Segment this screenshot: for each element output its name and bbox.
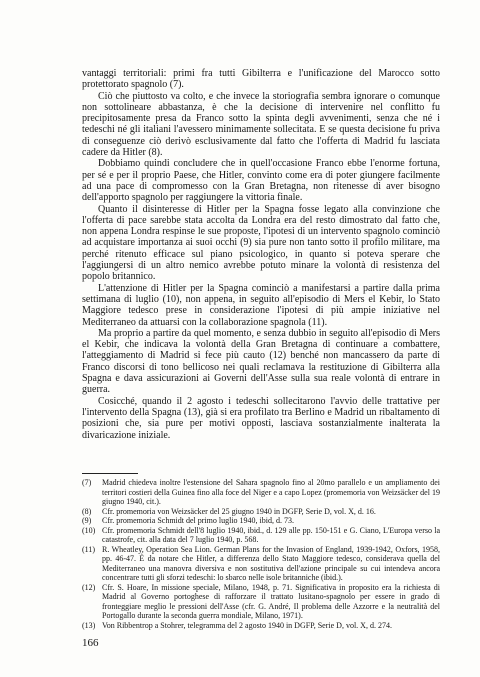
main-text	[82, 68, 440, 441]
paragraph: Cosicché, quando il 2 agosto i tedeschi sollecitarono l'avvio delle trattative per l'intervento della Spagna (13), già si era profilato tra Berlino e Madrid un ribaltamento di posizioni che, sia pure per motivi opposti, lasciava sostanzialmente inalterata la divaricazione iniziale.	[82, 395, 440, 441]
footnote-number: (11)	[82, 544, 96, 554]
footnote-text: R. Wheatley, Operation Sea Lion. German Plans for the Invasion of England, 1939-1942, Oxfors, 1958, pp. 46-47. È da notare che Hitler, a differenza dello Stato Maggiore tedesco, considerava quella del Mediterraneo una manovra diversiva e non sostitutiva dell'azione principale su cui intendeva ancora concentrare tutti gli sforzi tedeschi: lo sbarco nelle isole britanniche (ibid.).	[102, 544, 440, 582]
footnote-text: Cfr. promemoria von Weizsäcker del 25 giugno 1940 in DGFP, Serie D, vol. X, d. 16.	[102, 506, 376, 516]
paragraph: vantaggi territoriali: primi fra tutti Gibilterra e l'unificazione del Marocco sotto protettorato spagnolo (7).	[82, 68, 440, 91]
footnote-number: (12)	[82, 582, 96, 592]
footnote	[82, 621, 440, 631]
footnote-number: (9)	[82, 516, 92, 525]
paragraph: Dobbiamo quindi concludere che in quell'occasione Franco ebbe l'enorme fortuna, per sé e per il proprio Paese, che Hitler, convinto come era di poter giungere facilmente ad una pace di compromesso con la Gran Bretagna, non ritenesse di aver bisogno dell'apporto spagnolo per raggiungere la vittoria finale.	[82, 158, 440, 204]
paragraph: Ma proprio a partire da quel momento, e senza dubbio in seguito all'episodio di Mers el Kebir, che indicava la volontà della Gran Bretagna di continuare a combattere, l'atteggiamento di Madrid si fece più cauto (12) benché non mancassero da parte di Franco discorsi di tono bellicoso nei quali reclamava la restituzione di Gibilterra alla Spagna e dava assicurazioni ai Governi dell'Asse sulla sua reale volontà di entrare in guerra.	[82, 327, 440, 396]
footnote	[82, 526, 440, 545]
footnote-text: Cfr. promemoria Schmidt del primo luglio 1940, ibid, d. 73.	[102, 516, 294, 525]
footnote-text: Madrid chiedeva inoltre l'estensione del Sahara spagnolo fino al 20mo parallelo e un ampliamento dei territori costieri della Guinea fino alla foce del Niger e a capo Lopez (promemoria von Weizsäcker del 19 giugno 1940, cit.).	[102, 478, 440, 506]
footnote-number: (7)	[82, 478, 92, 487]
footnotes	[82, 478, 440, 630]
paragraph: L'attenzione di Hitler per la Spagna cominciò a manifestarsi a partire dalla prima settimana di luglio (10), non appena, in seguito all'episodio di Mers el Kebir, lo Stato Maggiore tedesco prese in considerazione l'ipotesi di più ampie iniziative nel Mediterraneo da attuarsi con la collaborazione spagnola (11).	[82, 282, 440, 328]
page-number: 166	[82, 637, 99, 649]
footnote-text: Cfr. S. Hoare, In missione speciale, Milano, 1948, p. 71. Significativa in proposito era la richiesta di Madrid al Governo portoghese di rafforzare il trattato lusitano-spagnolo per essere in grado di fronteggiare meglio le pressioni dell'Asse (cfr. G. André, Il problema delle Azzorre e la neutralità del Portogallo durante la seconda guerra mondiale, Milano, 1971).	[102, 582, 440, 620]
footnote-divider	[82, 473, 138, 474]
footnote-number: (10)	[82, 525, 96, 535]
footnote	[82, 478, 440, 507]
footnote-text: Cfr. promemoria Schmidt dell'8 luglio 1940, ibid., d. 129 alle pp. 150-151 e G. Ciano, L'Europa verso la catastrofe, cit. alla data del 7 luglio 1940, p. 568.	[102, 525, 440, 544]
paragraph: Quanto il disinteresse di Hitler per la Spagna fosse legato alla convinzione che l'offerta di pace sarebbe stata accolta da Londra era del resto dimostrato dal fatto che, non appena Londra respinse le sue proposte, l'ipotesi di un intervento spagnolo cominciò ad acquistare importanza ai suoi occhi (9) sia pure non tanto sotto il profilo militare, ma perché ritenuto efficace sul piano psicologico, in quanto si poteva sperare che l'aggiungersi di un altro nemico avrebbe potuto minare la volontà di resistenza del popolo britannico.	[82, 203, 440, 283]
footnote-number: (13)	[82, 620, 96, 630]
footnote	[82, 507, 440, 517]
footnote	[82, 583, 440, 621]
footnote	[82, 545, 440, 583]
footnote-number: (8)	[82, 506, 92, 516]
footnote-text: Von Ribbentrop a Stohrer, telegramma del 2 agosto 1940 in DGFP, Serie D, vol. X, d. 274.	[102, 620, 392, 630]
footnote	[82, 516, 440, 526]
paragraph: Ciò che piuttosto va colto, e che invece la storiografia sembra ignorare o comunque non sottolineare abbastanza, è che la decisione di intervenire nel conflitto fu precipitosamente presa da Franco sotto la spinta degli avvenimenti, senza che né i tedeschi né gli italiani l'avessero minimamente sollecitata. E se questa decisione fu priva di conseguenze ciò derivò esclusivamente dal fatto che l'offerta di Madrid fu lasciata cadere da Hitler (8).	[82, 90, 440, 159]
